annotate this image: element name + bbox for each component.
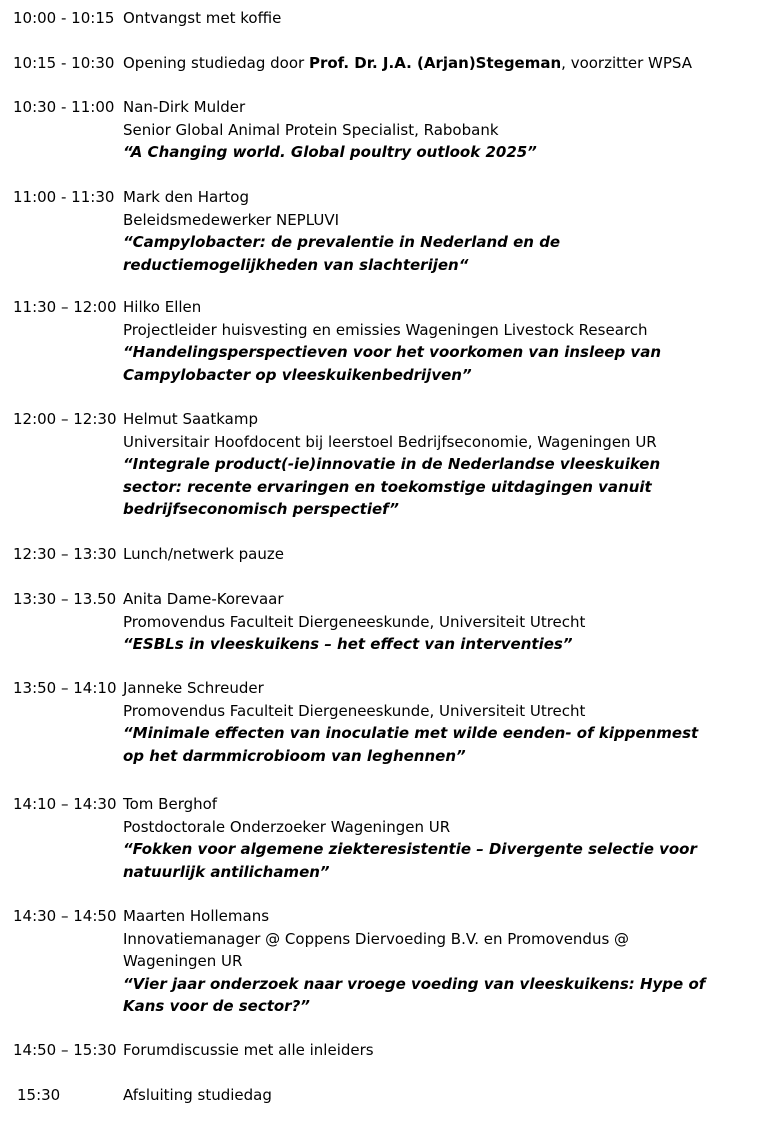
speaker-role: Beleidsmedewerker NEPLUVI — [123, 210, 340, 229]
time-slot: 10:00 - 10:15 — [13, 9, 115, 27]
speaker-role: Promovendus Faculteit Diergeneeskunde, Universiteit Utrecht — [123, 701, 586, 720]
talk-title: “Campylobacter: de prevalentie in Nederland en de reductiemogelijkheden van slachterijen“ — [123, 233, 561, 274]
time-slot: 10:15 - 10:30 — [13, 54, 115, 72]
session-title: Forumdiscussie met alle inleiders — [123, 1041, 374, 1059]
talk-title: “Handelingsperspectieven voor het voorkomen van insleep van Campylobacter op vleeskuikenbedrijven” — [123, 343, 661, 384]
session-title: Afsluiting studiedag — [123, 1086, 272, 1104]
talk-title: “Vier jaar onderzoek naar vroege voeding van vleeskuikens: Hype of Kans voor de sector?” — [123, 974, 706, 1015]
speaker-role: Innovatiemanager @ Coppens Diervoeding B.V. en Promovendus @ — [123, 929, 630, 948]
time-slot: 12:00 – 12:30 — [13, 410, 117, 428]
time-slot: 14:30 – 14:50 — [13, 907, 117, 925]
speaker-role: Promovendus Faculteit Diergeneeskunde, Universiteit Utrecht — [123, 612, 586, 631]
session-title — [123, 52, 723, 75]
time-slot: 11:00 - 11:30 — [13, 188, 115, 206]
session-title: Ontvangst met koffie — [123, 9, 282, 27]
talk-title: “A Changing world. Global poultry outlook 2025” — [123, 143, 537, 161]
time-slot: 14:50 – 15:30 — [13, 1041, 117, 1059]
speaker-name: Mark den Hartog — [123, 188, 249, 206]
speaker-role-continued: Wageningen UR — [123, 952, 243, 970]
speaker-role: Postdoctorale Onderzoeker Wageningen UR — [123, 817, 451, 836]
talk-title: “ESBLs in vleeskuikens – het effect van interventies” — [123, 635, 573, 653]
speaker-role: Projectleider huisvesting en emissies Wageningen Livestock Research — [123, 320, 648, 339]
talk-title: “Fokken voor algemene ziekteresistentie – Divergente selectie voor natuurlijk antilichamen” — [123, 840, 697, 881]
opening-text: Opening studiedag door — [123, 54, 309, 72]
time-slot: 11:30 – 12:00 — [13, 298, 117, 316]
speaker-name: Tom Berghof — [123, 795, 218, 813]
talk-title: “Minimale effecten van inoculatie met wilde eenden- of kippenmest op het darmmicrobioom van leghennen” — [123, 724, 699, 765]
time-slot: 13:50 – 14:10 — [13, 679, 117, 697]
speaker-name: Anita Dame-Korevaar — [123, 590, 284, 608]
opening-role: , voorzitter WPSA — [561, 54, 692, 72]
speaker-role: Senior Global Animal Protein Specialist, Rabobank — [123, 120, 499, 139]
speaker-name: Nan-Dirk Mulder — [123, 98, 246, 116]
speaker-name: Janneke Schreuder — [123, 679, 264, 697]
speaker-name: Helmut Saatkamp — [123, 410, 258, 428]
speaker-name: Maarten Hollemans — [123, 907, 270, 925]
session-title: Lunch/netwerk pauze — [123, 545, 284, 563]
opening-speaker: Prof. Dr. J.A. (Arjan)Stegeman — [308, 54, 562, 72]
speaker-name: Hilko Ellen — [123, 298, 202, 316]
time-slot: 12:30 – 13:30 — [13, 545, 117, 563]
talk-title: “Integrale product(-ie)innovatie in de Nederlandse vleeskuiken sector: recente ervaringen en toekomstige uitdagingen vanuit bedrijfseconomisch perspectief” — [123, 455, 661, 518]
time-slot: 14:10 – 14:30 — [13, 795, 117, 813]
time-slot: 15:30 — [17, 1086, 61, 1104]
time-slot: 10:30 - 11:00 — [13, 98, 115, 116]
speaker-role: Universitair Hoofdocent bij leerstoel Bedrijfseconomie, Wageningen UR — [123, 432, 657, 451]
time-slot: 13:30 – 13.50 — [13, 590, 117, 608]
